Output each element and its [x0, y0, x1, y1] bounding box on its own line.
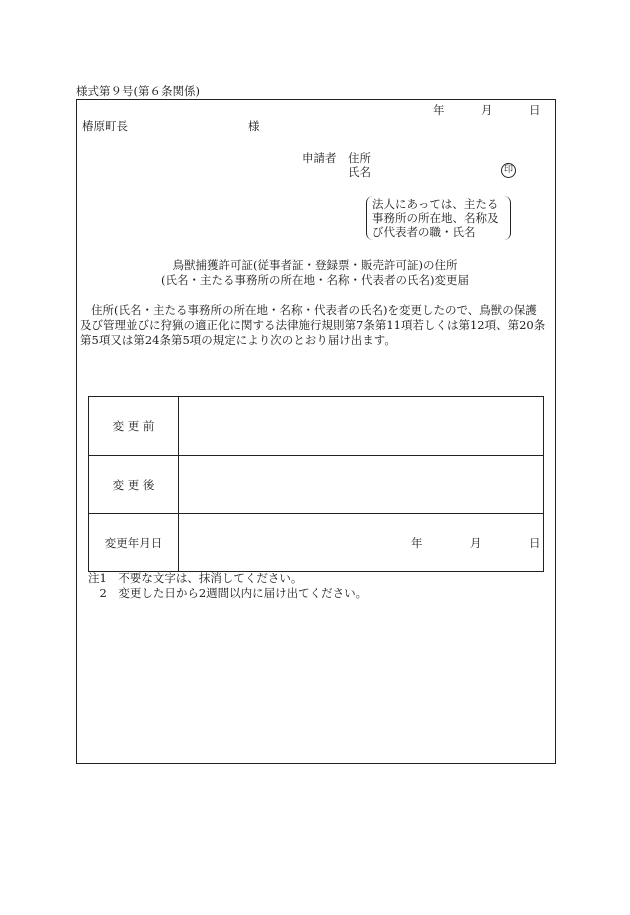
- table-row: [89, 514, 544, 572]
- corporate-note-line-1: 法人にあっては、主たる: [372, 197, 499, 211]
- body-line-2: 及び管理並びに狩猟の適正化に関する法律施行規則第7条第11項若しくは第12項、第20条: [80, 318, 546, 332]
- form-number: 様式第９号(第６条関係): [76, 84, 200, 98]
- applicant-label: 申請者: [302, 151, 337, 165]
- title-line-1: 鳥獣捕獲許可証(従事者証・登録票・販売許可証)の住所: [172, 258, 458, 272]
- date-day-label: 日: [529, 103, 541, 117]
- addressee-name: 椿原町長: [82, 119, 128, 133]
- table-row: [89, 397, 544, 456]
- addressee-honorific: 様: [248, 119, 260, 133]
- change-date-month: 月: [470, 535, 482, 550]
- body-paragraph: [80, 303, 550, 348]
- before-value-field[interactable]: [179, 397, 544, 456]
- notes: [88, 571, 367, 601]
- change-date-day: 日: [529, 535, 541, 550]
- title-line-2: (氏名・主たる事務所の所在地・名称・代表者の氏名)変更届: [161, 273, 469, 287]
- body-line-3: 第5項又は第24条第5項の規定により次のとおり届け出ます。: [80, 333, 396, 347]
- after-value-field[interactable]: [179, 456, 544, 514]
- before-label: 変 更 前: [89, 397, 179, 456]
- corporate-note-line-3: び代表者の職・氏名: [372, 225, 476, 239]
- after-label: 変 更 後: [89, 456, 179, 514]
- change-date-field[interactable]: [179, 514, 544, 572]
- change-date-label: 変更年月日: [89, 514, 179, 572]
- change-date-year: 年: [411, 535, 423, 550]
- name-label: 氏名: [348, 165, 371, 179]
- table-row: [89, 456, 544, 514]
- date-month-label: 月: [481, 103, 493, 117]
- seal-mark: 印: [501, 163, 516, 178]
- change-table: [88, 396, 544, 572]
- note-2: 2 変更した日から2週間以内に届け出てください。: [88, 586, 368, 600]
- note-1: 注1 不要な文字は、抹消してください。: [88, 571, 303, 585]
- body-line-1: 住所(氏名・主たる事務所の所在地・名称・代表者の氏名)を変更したので、鳥獣の保護: [91, 303, 537, 317]
- address-label: 住所: [348, 151, 371, 165]
- date-year-label: 年: [433, 103, 445, 117]
- corporate-note-line-2: 事務所の所在地、名称及: [372, 211, 499, 225]
